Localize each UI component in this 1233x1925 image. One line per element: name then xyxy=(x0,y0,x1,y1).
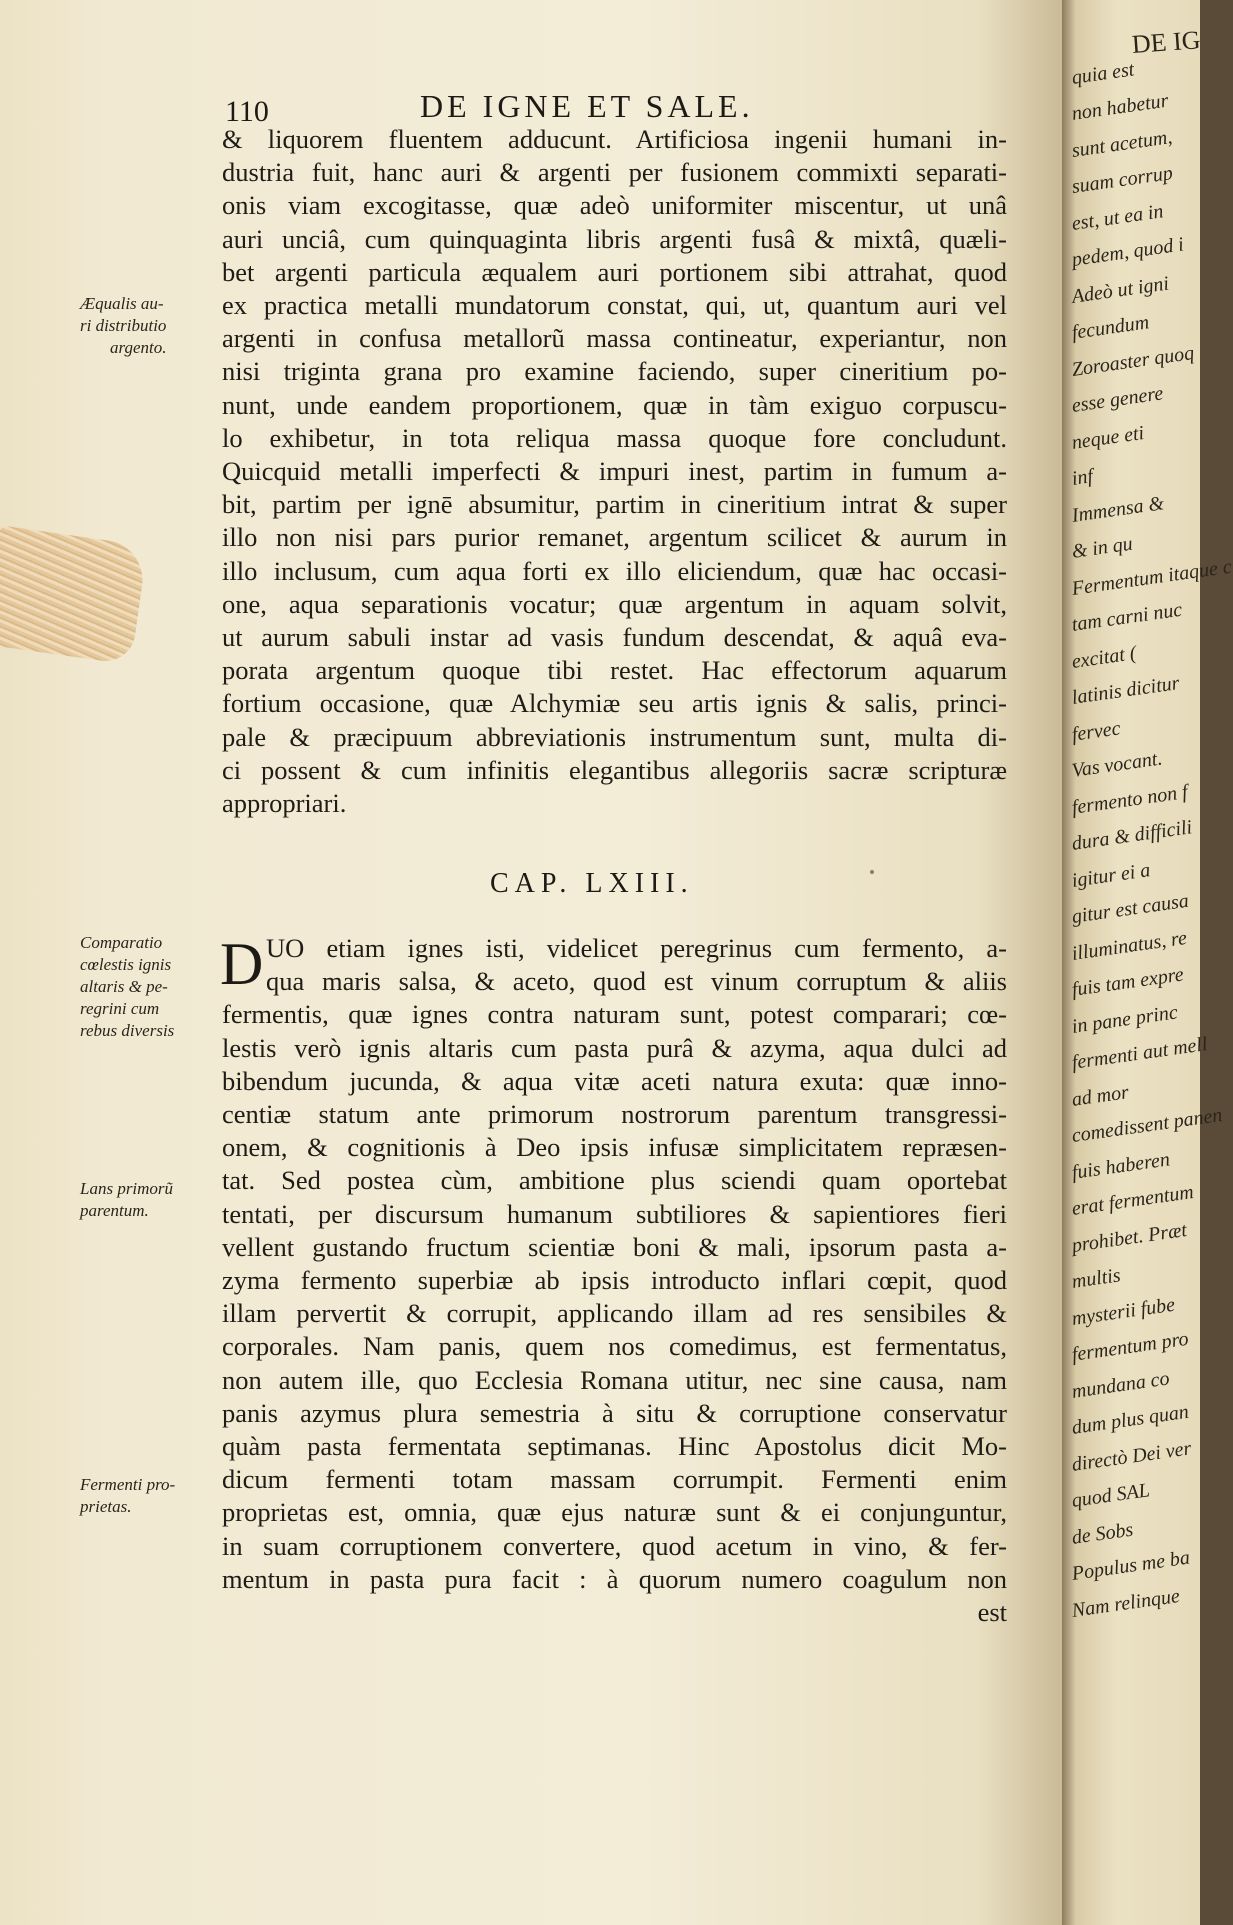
facing-page-line: igitur ei a xyxy=(1070,858,1152,892)
facing-page-line: & in qu xyxy=(1070,532,1134,563)
facing-page-line: Nam relinque xyxy=(1070,1584,1182,1622)
facing-page-line: latinis dicitur xyxy=(1070,672,1181,709)
facing-page-line: tam carni nuc xyxy=(1070,598,1184,636)
marginal-line: cœlestis ignis xyxy=(80,955,172,974)
marginal-note-3 xyxy=(80,1178,215,1222)
text-line: porata argentum quoque tibi restet. Hac effectorum aquarum xyxy=(222,655,1007,686)
facing-page-line: de Sobs xyxy=(1070,1518,1135,1549)
text-line: qua maris salsa, & aceto, quod est vinum corruptum & aliis xyxy=(266,966,1007,997)
text-line: ex practica metalli mundatorum constat, qui, ut, quantum auri vel xyxy=(222,290,1007,321)
marginal-line: regrini cum xyxy=(80,999,160,1018)
marginal-line: Comparatio xyxy=(80,933,163,952)
facing-page-line: DE IG xyxy=(1130,25,1202,59)
text-line: lestis verò ignis altaris cum pasta purâ & azyma, aqua dulci ad xyxy=(222,1032,1007,1063)
marginal-line: prietas. xyxy=(80,1497,132,1516)
text-line: non autem ille, quo Ecclesia Romana utitur, nec sine causa, nam xyxy=(222,1364,1007,1395)
paragraph-block-2 xyxy=(222,932,1007,1629)
text-line: in suam corruptionem convertere, quod acetum in vino, & fer- xyxy=(222,1530,1007,1561)
facing-page-line: pedem, quod i xyxy=(1070,233,1186,271)
text-line: auri unciâ, cum quinquaginta libris argenti fusâ & mixtâ, quæli- xyxy=(222,223,1007,254)
text-line: Quicquid metalli imperfecti & impuri inest, partim in fumum a- xyxy=(222,456,1007,487)
text-line: dicum fermenti totam massam corrumpit. Fermenti enim xyxy=(222,1464,1007,1495)
facing-page-line: dura & difficili xyxy=(1070,816,1194,855)
text-line: onem, & cognitionis à Deo ipsis infusæ simplicitatem repræsen- xyxy=(222,1132,1007,1163)
facing-page-line: Populus me ba xyxy=(1070,1546,1192,1585)
text-line: tat. Sed postea cùm, ambitione plus sciendi quam oportebat xyxy=(222,1165,1007,1196)
text-line: panis azymus plura semestria à situ & corruptione conservatur xyxy=(222,1397,1007,1428)
facing-page-line: excitat ( xyxy=(1070,641,1138,673)
text-line: nunt, unde eandem proportionem, quæ in tàm exiguo corpuscu- xyxy=(222,389,1007,420)
marginal-line: Æqualis au- xyxy=(80,294,164,313)
page-number: 110 xyxy=(225,95,269,128)
facing-page-line: fuis tam expre xyxy=(1070,963,1185,1001)
facing-page-line: mysterii fube xyxy=(1070,1293,1177,1330)
facing-page-line: fermentum pro xyxy=(1070,1327,1190,1366)
text-line: bit, partim per ignē absumitur, partim in cineritium intrat & super xyxy=(222,489,1007,520)
facing-page-line: gitur est causa xyxy=(1070,889,1191,928)
text-line: bet argenti particula æqualem auri portionem sibi attrahat, quod xyxy=(222,256,1007,287)
facing-page-line: fuis haberen xyxy=(1070,1147,1172,1184)
paragraph-block-1 xyxy=(222,123,1007,820)
text-line: corporales. Nam panis, quem nos comedimus, est fermentatus, xyxy=(222,1331,1007,1362)
facing-page-line: directò Dei ver xyxy=(1070,1436,1193,1476)
running-head: DE IGNE ET SALE. xyxy=(420,88,754,124)
text-line: mentum in pasta pura facit : à quorum numero coagulum non xyxy=(222,1563,1007,1594)
marginal-line: argento. xyxy=(110,338,167,357)
marginal-note-1 xyxy=(80,293,215,359)
facing-page-line: prohibet. Præt xyxy=(1070,1218,1189,1257)
facing-page-line: quod SAL xyxy=(1070,1479,1152,1512)
text-line: pale & præcipuum abbreviationis instrumentum sunt, multa di- xyxy=(222,721,1007,752)
marginal-line: Lans primorũ xyxy=(80,1179,174,1198)
facing-page-line: dum plus quan xyxy=(1070,1400,1191,1439)
facing-page-line: Fermentum itaque c xyxy=(1070,555,1233,600)
facing-page-line: illuminatus, re xyxy=(1070,926,1189,965)
text-line: quàm pasta fermentata septimanas. Hinc Apostolus dicit Mo- xyxy=(222,1431,1007,1462)
text-line: appropriari. xyxy=(222,788,347,819)
text-line: argenti in confusa metallorũ massa contineatur, experiantur, non xyxy=(222,323,1007,354)
catchword: est xyxy=(977,1597,1007,1628)
facing-page-line: Vas vocant. xyxy=(1070,747,1164,782)
text-line: ci possent & cum infinitis elegantibus allegoriis sacræ scripturæ xyxy=(222,754,1007,785)
chapter-heading: CAP. LXIII. xyxy=(490,868,694,899)
text-line: ut aurum sabuli instar ad vasis fundum descendat, & aquâ eva- xyxy=(222,622,1007,653)
facing-page-line: fermento non f xyxy=(1070,780,1189,819)
marginal-line: Fermenti pro- xyxy=(80,1475,176,1494)
facing-page-line: Immensa & xyxy=(1070,491,1166,527)
text-line: vellent gustando fructum scientiæ boni & mali, ipsorum pasta a- xyxy=(222,1231,1007,1262)
facing-page-line: in pane princ xyxy=(1070,1000,1180,1038)
marginal-note-2 xyxy=(80,932,215,1042)
marginal-line: rebus diversis xyxy=(80,1021,175,1040)
marginal-line: altaris & pe- xyxy=(80,977,168,996)
text-line: bibendum jucunda, & aqua vitæ aceti natura exuta: quæ inno- xyxy=(222,1065,1007,1096)
marginal-line: parentum. xyxy=(80,1201,149,1220)
brush-overlay xyxy=(0,525,148,665)
facing-page-line: fecundum xyxy=(1070,311,1151,344)
drop-cap: D xyxy=(220,931,264,997)
text-line: onis viam excogitasse, quæ adeò uniformiter miscentur, ut unâ xyxy=(222,190,1007,221)
facing-page-line: fermenti aut mell xyxy=(1070,1033,1209,1074)
text-line: zyma fermento superbiæ ab ipsis introducto inflari cœpit, quod xyxy=(222,1265,1007,1296)
facing-page-line: fervec xyxy=(1070,716,1122,746)
facing-page-line: ad mor xyxy=(1070,1080,1131,1111)
text-line: tentati, per discursum humanum subtiliores & sapientiores fieri xyxy=(222,1198,1007,1229)
facing-page-line: neque eti xyxy=(1070,421,1146,454)
marginal-line: ri distributio xyxy=(80,316,167,335)
facing-page-line: mundana co xyxy=(1070,1366,1171,1403)
facing-page-line: quia est xyxy=(1070,57,1136,89)
facing-page-line: est, ut ea in xyxy=(1070,199,1165,235)
facing-page-line: non habetur xyxy=(1070,89,1170,125)
text-line: UO etiam ignes isti, videlicet peregrinus cum fermento, a- xyxy=(266,933,1007,963)
text-line: nisi triginta grana pro examine faciendo, super cineritium po- xyxy=(222,356,1007,387)
marginal-note-4 xyxy=(80,1474,215,1518)
facing-page-line: inf xyxy=(1070,465,1095,490)
facing-page-line: Zoroaster quoq xyxy=(1070,341,1196,381)
text-line: lo exhibetur, in tota reliqua massa quoque fore concludunt. xyxy=(222,422,1007,453)
text-line: & liquorem fluentem adducunt. Artificiosa ingenii humani in- xyxy=(222,124,1007,154)
text-line: proprietas est, omnia, quæ ejus naturæ sunt & ei conjunguntur, xyxy=(222,1497,1007,1528)
facing-page-line: suam corrup xyxy=(1070,161,1175,198)
facing-page-line: Adeò ut igni xyxy=(1070,272,1171,308)
text-line: illo inclusum, cum aqua forti ex illo eliciendum, quæ hac occasi- xyxy=(222,555,1007,586)
text-line: illo non nisi pars purior remanet, argentum scilicet & aurum in xyxy=(222,522,1007,553)
text-line: centiæ statum ante primorum nostrorum parentum transgressi- xyxy=(222,1099,1007,1130)
facing-page-line: sunt acetum, xyxy=(1070,125,1174,162)
text-line: one, aqua separationis vocatur; quæ argentum in aquam solvit, xyxy=(222,588,1007,619)
facing-page-line: esse genere xyxy=(1070,382,1165,417)
text-line: dustria fuit, hanc auri & argenti per fusionem commixti separati- xyxy=(222,157,1007,188)
text-line: illam pervertit & corrupit, applicando illam ad res sensibiles & xyxy=(222,1298,1007,1329)
facing-page-line: erat fermentum xyxy=(1070,1181,1196,1220)
ink-speck xyxy=(870,870,874,874)
facing-page-line: comedissent panen xyxy=(1070,1104,1224,1147)
text-line: fermentis, quæ ignes contra naturam sunt, potest comparari; cœ- xyxy=(222,999,1007,1030)
facing-page-line: multis xyxy=(1070,1264,1122,1293)
text-line: fortium occasione, quæ Alchymiæ seu artis ignis & salis, princi- xyxy=(222,688,1007,719)
